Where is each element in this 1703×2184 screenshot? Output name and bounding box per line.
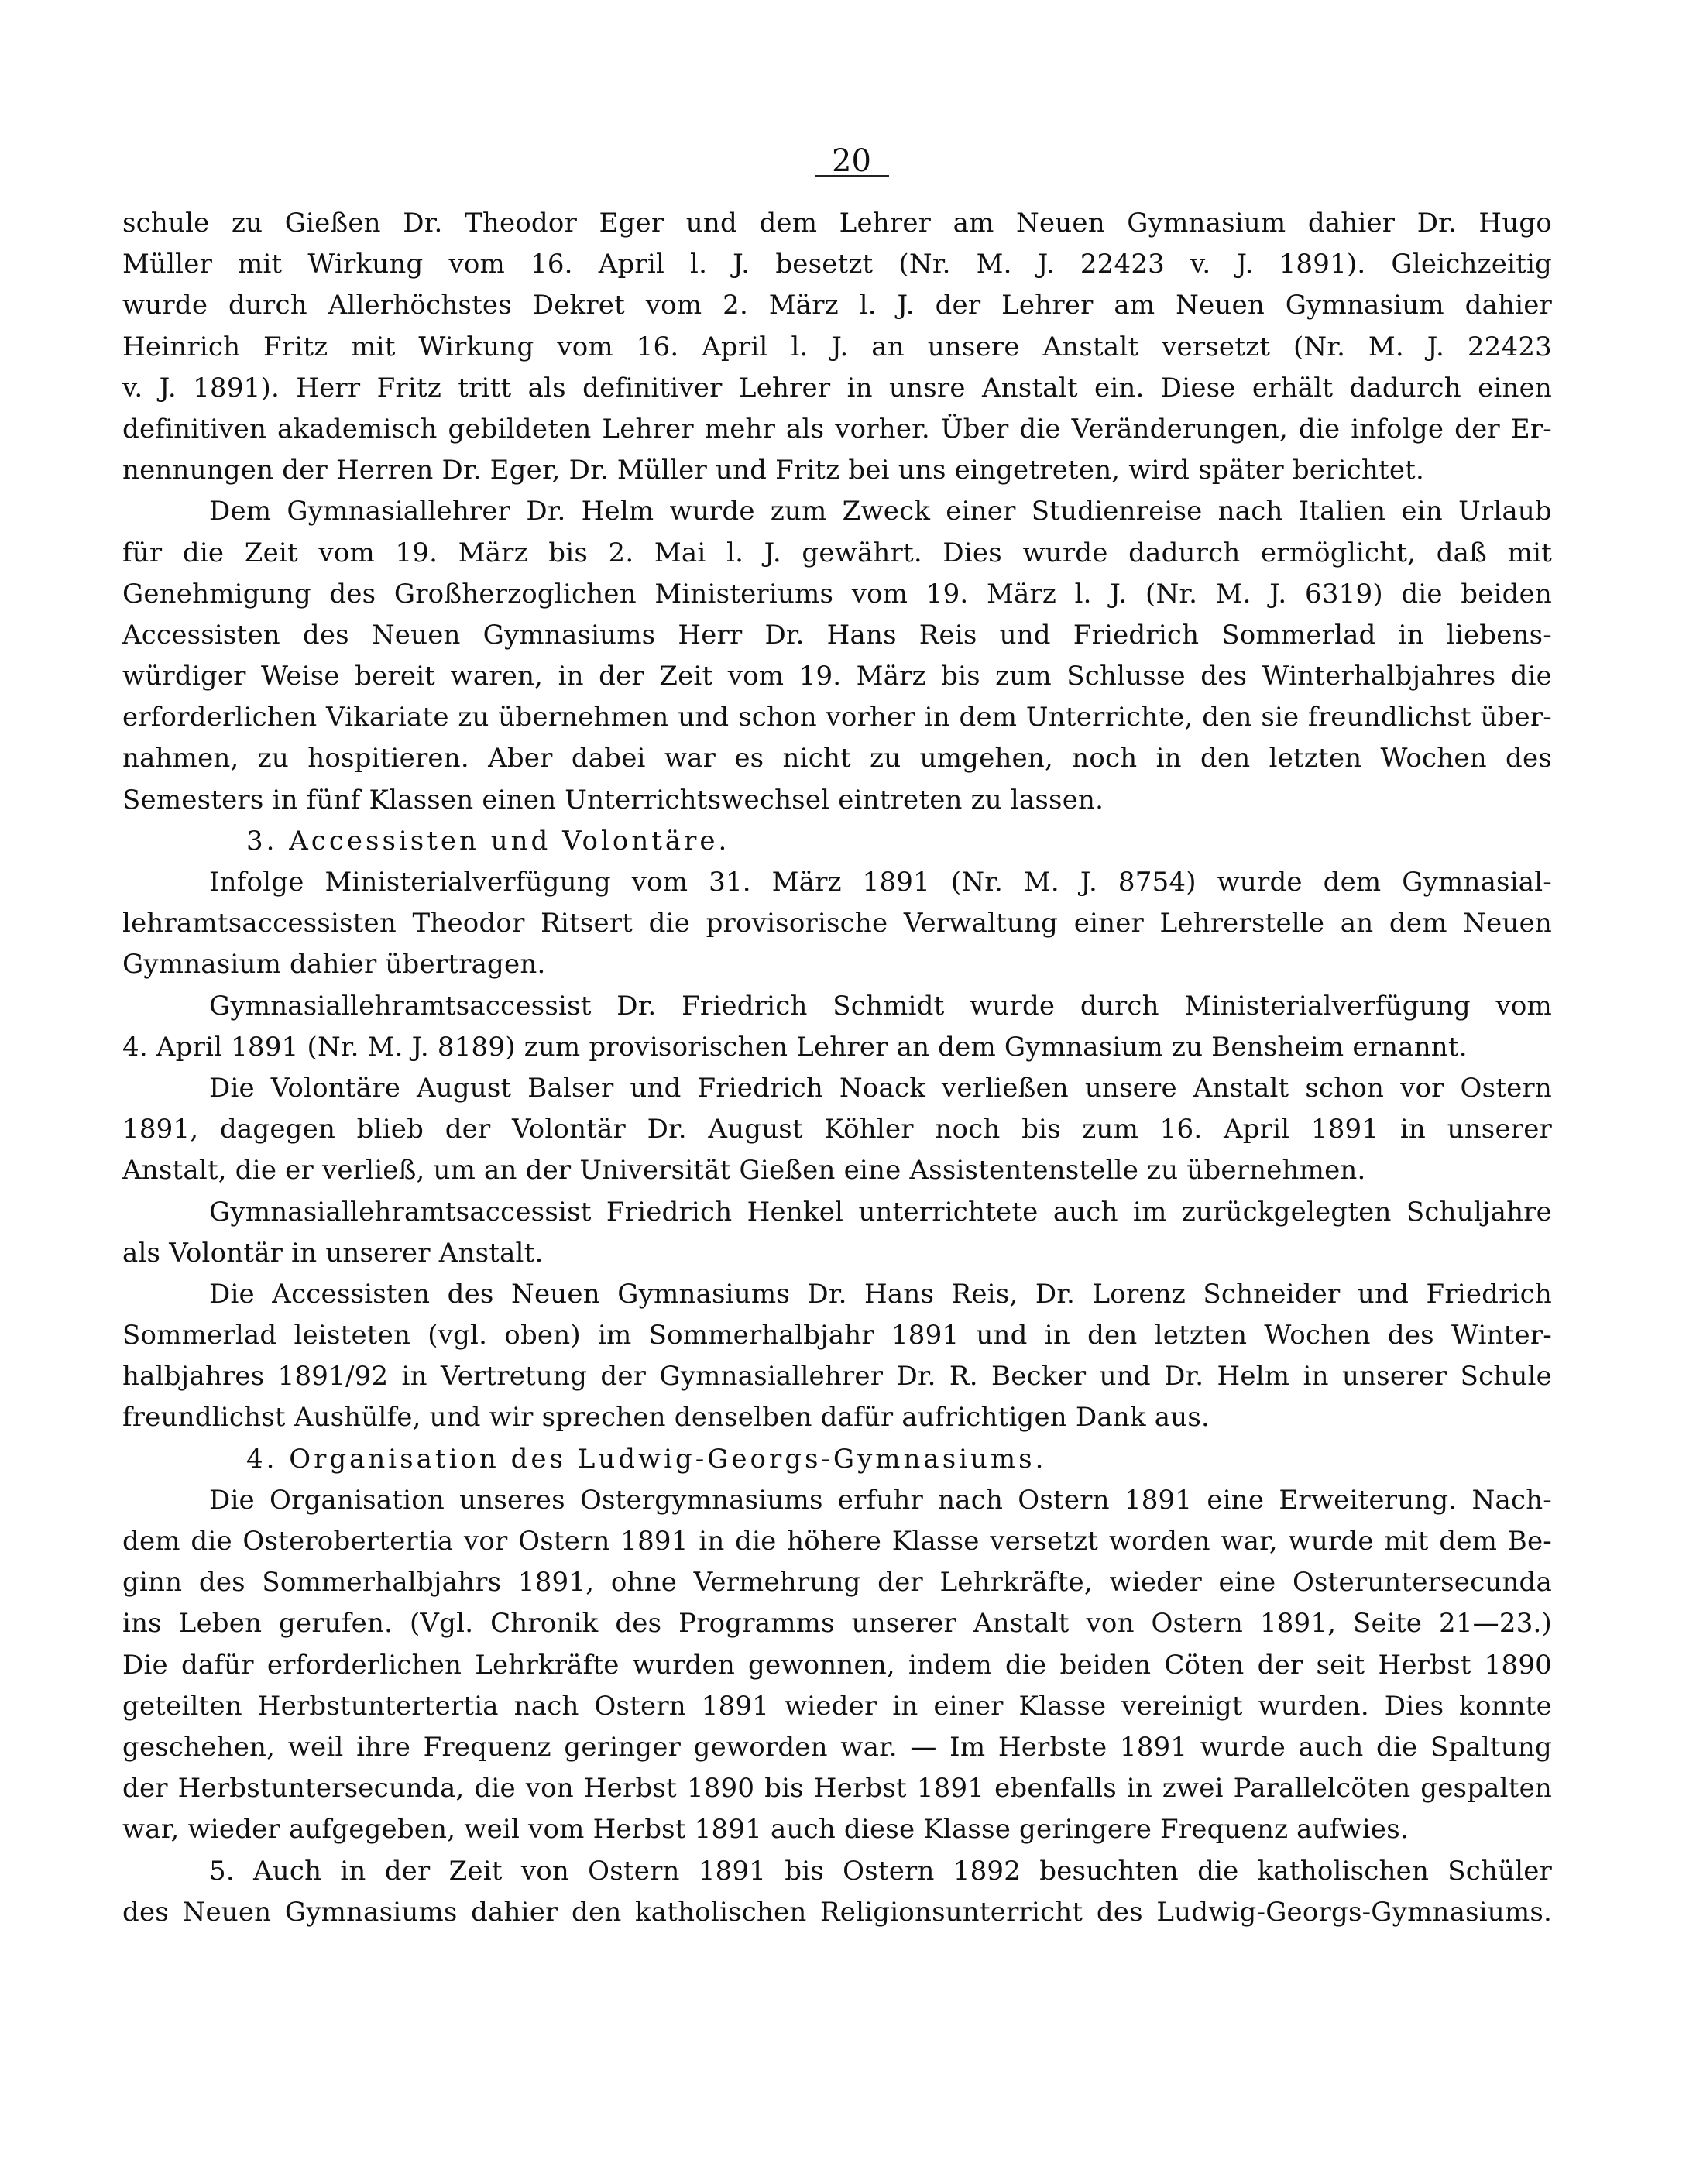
text-line: Müller mit Wirkung vom 16. April l. J. besetzt (Nr. M. J. 22423 v. J. 1891). Gleichzeitig xyxy=(122,249,1552,280)
text-line: Dem Gymnasiallehrer Dr. Helm wurde zum Zweck einer Studienreise nach Italien ein Urlaub xyxy=(209,496,1552,527)
text-line: Die Volontäre August Balser und Friedrich Noack verließen unsere Anstalt schon vor Ostern xyxy=(209,1072,1552,1104)
text-line: Die dafür erforderlichen Lehrkräfte wurden gewonnen, indem die beiden Cöten der seit Herbst 1890 xyxy=(122,1649,1552,1681)
text-line: Genehmigung des Großherzoglichen Ministeriums vom 19. März l. J. (Nr. M. J. 6319) die beiden xyxy=(122,578,1552,610)
text-line: Die Accessisten des Neuen Gymnasiums Dr. Hans Reis, Dr. Lorenz Schneider und Friedrich xyxy=(209,1278,1552,1310)
text-line: war, wieder aufgegeben, weil vom Herbst 1891 auch diese Klasse geringere Frequenz aufwies. xyxy=(122,1814,1409,1846)
body-text xyxy=(122,203,1552,1933)
text-line: ins Leben gerufen. (Vgl. Chronik des Programms unserer Anstalt von Ostern 1891, Seite 21—23.) xyxy=(122,1608,1552,1640)
text-line: Gymnasiallehramtsaccessist Dr. Friedrich Schmidt wurde durch Ministerialverfügung vom xyxy=(209,990,1552,1022)
text-line: Sommerlad leisteten (vgl. oben) im Sommerhalbjahr 1891 und in den letzten Wochen des Winter- xyxy=(122,1320,1552,1351)
text-line: Semesters in fünf Klassen einen Unterrichtswechsel eintreten zu lassen. xyxy=(122,784,1104,816)
text-line: v. J. 1891). Herr Fritz tritt als definitiver Lehrer in unsre Anstalt ein. Diese erhält dadurch einen xyxy=(122,372,1552,403)
text-line: lehramtsaccessisten Theodor Ritsert die provisorische Verwaltung einer Lehrerstelle an dem Neuen xyxy=(122,908,1552,939)
text-line: ginn des Sommerhalbjahrs 1891, ohne Vermehrung der Lehrkräfte, wieder eine Osteruntersecunda xyxy=(122,1567,1552,1599)
page-number: 20 xyxy=(832,143,871,179)
text-line: der Herbstuntersecunda, die von Herbst 1890 bis Herbst 1891 ebenfalls in zwei Parallelcöten gespalten xyxy=(122,1773,1552,1805)
text-line: dem die Osterobertertia vor Ostern 1891 in die höhere Klasse versetzt worden war, wurde mit dem Be- xyxy=(122,1526,1552,1557)
text-line: 5. Auch in der Zeit von Ostern 1891 bis Ostern 1892 besuchten die katholischen Schüler xyxy=(209,1855,1552,1887)
text-line: nahmen, zu hospitieren. Aber dabei war es nicht zu umgehen, noch in den letzten Wochen des xyxy=(122,743,1552,774)
text-line: wurde durch Allerhöchstes Dekret vom 2. März l. J. der Lehrer am Neuen Gymnasium dahier xyxy=(122,290,1552,321)
text-line: Accessisten des Neuen Gymnasiums Herr Dr. Hans Reis und Friedrich Sommerlad in liebens- xyxy=(122,619,1552,651)
text-line: nennungen der Herren Dr. Eger, Dr. Müller und Fritz bei uns eingetreten, wird später berichtet. xyxy=(122,455,1425,486)
text-line: Gymnasium dahier übertragen. xyxy=(122,949,546,980)
text-line: geteilten Herbstuntertertia nach Ostern 1891 wieder in einer Klasse vereinigt wurden. Dies konnte xyxy=(122,1690,1552,1722)
text-line: würdiger Weise bereit waren, in der Zeit vom 19. März bis zum Schlusse des Winterhalbjahres die xyxy=(122,661,1552,692)
text-line: schule zu Gießen Dr. Theodor Eger und dem Lehrer am Neuen Gymnasium dahier Dr. Hugo xyxy=(122,208,1552,239)
text-line: des Neuen Gymnasiums dahier den katholischen Religionsunterricht des Ludwig-Georgs-Gymnasiums. xyxy=(122,1896,1552,1928)
text-line: Die Organisation unseres Ostergymnasiums erfuhr nach Ostern 1891 eine Erweiterung. Nach- xyxy=(209,1484,1552,1516)
page-number-rule xyxy=(815,175,889,177)
text-line: freundlichst Aushülfe, und wir sprechen denselben dafür aufrichtigen Dank aus. xyxy=(122,1402,1210,1434)
text-line: als Volontär in unserer Anstalt. xyxy=(122,1237,544,1269)
text-line: halbjahres 1891/92 in Vertretung der Gymnasiallehrer Dr. R. Becker und Dr. Helm in unserer Schule xyxy=(122,1361,1552,1392)
text-line: erforderlichen Vikariate zu übernehmen und schon vorher in dem Unterrichte, den sie freundlichst über- xyxy=(122,702,1552,733)
text-line: Infolge Ministerialverfügung vom 31. März 1891 (Nr. M. J. 8754) wurde dem Gymnasial- xyxy=(209,867,1552,898)
text-line: 1891, dagegen blieb der Volontär Dr. August Köhler noch bis zum 16. April 1891 in unserer xyxy=(122,1114,1552,1145)
section-heading: 4. Organisation des Ludwig-Georgs-Gymnasiums. xyxy=(246,1443,1047,1475)
text-line: definitiven akademisch gebildeten Lehrer mehr als vorher. Über die Veränderungen, die infolge der Er- xyxy=(122,413,1552,445)
text-line: 4. April 1891 (Nr. M. J. 8189) zum provisorischen Lehrer an dem Gymnasium zu Bensheim ernannt. xyxy=(122,1031,1468,1063)
text-line: Gymnasiallehramtsaccessist Friedrich Henkel unterrichtete auch im zurückgelegten Schuljahre xyxy=(209,1196,1552,1228)
text-line: Anstalt, die er verließ, um an der Universität Gießen eine Assistentenstelle zu übernehmen. xyxy=(122,1155,1366,1186)
text-line: Heinrich Fritz mit Wirkung vom 16. April l. J. an unsere Anstalt versetzt (Nr. M. J. 22423 xyxy=(122,331,1552,362)
text-line: für die Zeit vom 19. März bis 2. Mai l. J. gewährt. Dies wurde dadurch ermöglicht, daß mit xyxy=(122,537,1552,568)
text-line: geschehen, weil ihre Frequenz geringer geworden war. — Im Herbste 1891 wurde auch die Spaltung xyxy=(122,1731,1552,1763)
section-heading: 3. Accessisten und Volontäre. xyxy=(246,825,730,857)
